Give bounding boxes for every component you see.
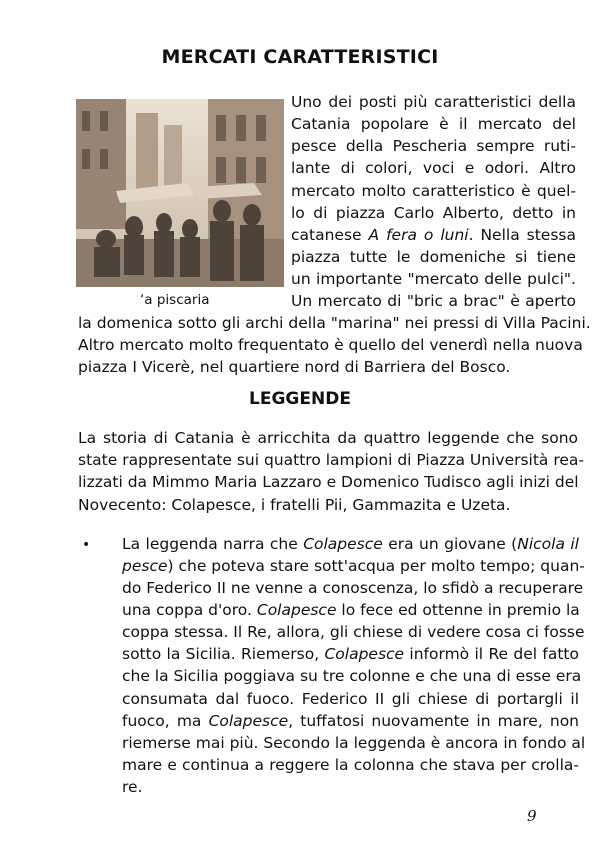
photo-caption: ‘a piscaria bbox=[140, 292, 210, 308]
text-line: Catania popolare è il mercato del bbox=[291, 115, 576, 133]
list-item-line: che la Sicilia poggiava su tre colonne e che una di esse era bbox=[122, 667, 582, 685]
text-line: piazza I Vicerè, nel quartiere nord di Barriera del Bosco. bbox=[78, 358, 511, 376]
bullet-marker: • bbox=[82, 537, 91, 553]
text-line: La storia di Catania è arricchita da quattro leggende che sono bbox=[78, 429, 578, 447]
list-item-line: mare e continua a reggere la colonna che stava per crolla- bbox=[122, 756, 579, 774]
text-line: lo di piazza Carlo Alberto, detto in bbox=[291, 204, 576, 222]
text-line: Altro mercato molto frequentato è quello del venerdì nella nuova bbox=[78, 336, 583, 354]
list-item-line: consumata dal fuoco. Federico II gli chiese di portargli il bbox=[122, 690, 579, 708]
list-item-line: do Federico II ne venne a conoscenza, lo sfidò a recuperare bbox=[122, 579, 584, 597]
text-line: Novecento: Colapesce, i fratelli Pii, Gammazita e Uzeta. bbox=[78, 496, 511, 514]
section-heading-leggende: LEGGENDE bbox=[249, 389, 351, 409]
list-item-line: La leggenda narra che Colapesce era un giovane (Nicola il bbox=[122, 535, 579, 553]
list-item-line: re. bbox=[122, 778, 143, 796]
list-item-line: pesce) che poteva stare sott'acqua per molto tempo; quan- bbox=[122, 557, 585, 575]
text-line: lizzati da Mimmo Maria Lazzaro e Domenico Tudisco agli inizi del bbox=[78, 473, 579, 491]
text-line: state rappresentate sui quattro lampioni di Piazza Università rea- bbox=[78, 451, 585, 469]
text-line: Un mercato di "bric a brac" è aperto bbox=[291, 292, 576, 310]
text-line: mercato molto caratteristico è quel- bbox=[291, 182, 576, 200]
text-line: piazza tutte le domeniche si tiene bbox=[291, 248, 576, 266]
market-photo bbox=[76, 99, 284, 287]
text-line: un importante "mercato delle pulci". bbox=[291, 270, 576, 288]
text-line: lante di colori, voci e odori. Altro bbox=[291, 159, 576, 177]
list-item-line: fuoco, ma Colapesce, tuffatosi nuovamente in mare, non bbox=[122, 712, 580, 730]
list-item-line: riemerse mai più. Secondo la leggenda è ancora in fondo al bbox=[122, 734, 586, 752]
text-line: pesce della Pescheria sempre ruti- bbox=[291, 137, 576, 155]
text-line: catanese A fera o luni. Nella stessa bbox=[291, 226, 576, 244]
page-number: 9 bbox=[527, 807, 537, 825]
text-line: la domenica sotto gli archi della "marina" nei pressi di Villa Pacini. bbox=[78, 314, 591, 332]
list-item-line: una coppa d'oro. Colapesce lo fece ed ottenne in premio la bbox=[122, 601, 580, 619]
list-item-line: coppa stessa. Il Re, allora, gli chiese di vedere cosa ci fosse bbox=[122, 623, 585, 641]
text-line: Uno dei posti più caratteristici della bbox=[291, 93, 576, 111]
page-title: MERCATI CARATTERISTICI bbox=[161, 46, 439, 68]
list-item-line: sotto la Sicilia. Riemerso, Colapesce informò il Re del fatto bbox=[122, 645, 579, 663]
